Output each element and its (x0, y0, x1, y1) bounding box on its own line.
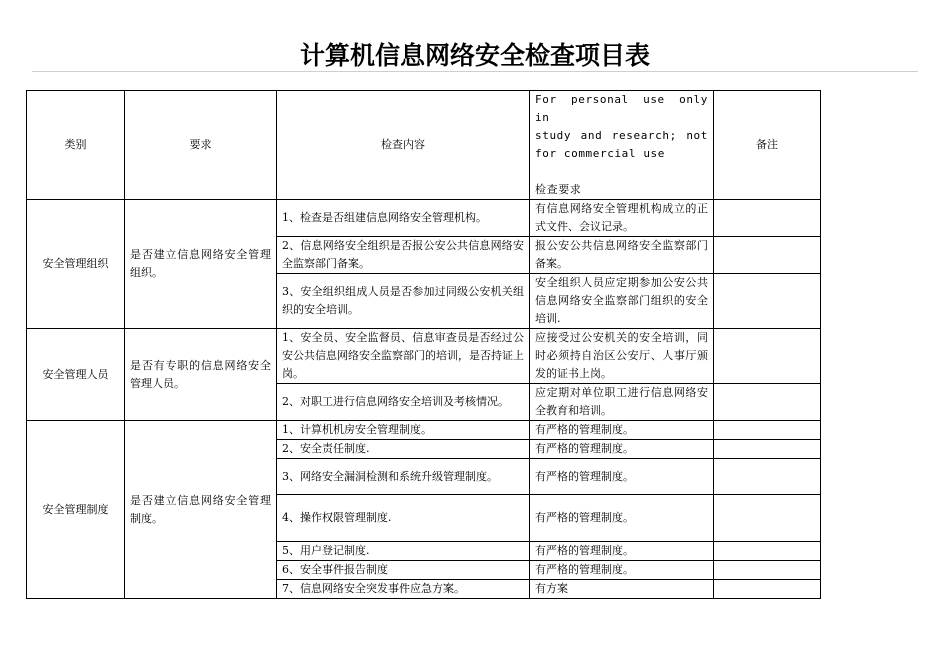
table-row (27, 200, 821, 237)
category-cell: 安全管理制度 (27, 421, 125, 599)
title-divider (32, 71, 918, 72)
category-cell: 安全管理人员 (27, 329, 125, 421)
check-cell: 安全组织人员应定期参加公安公共信息网络安全监察部门组织的安全培训. (530, 274, 714, 329)
remark-cell (714, 542, 821, 561)
content-cell: 1、计算机机房安全管理制度。 (277, 421, 530, 440)
check-cell: 应定期对单位职工进行信息网络安全教育和培训。 (530, 384, 714, 421)
table-row (27, 421, 821, 440)
content-cell: 2、信息网络安全组织是否报公安公共信息网络安全监察部门备案。 (277, 237, 530, 274)
check-cell: 有方案 (530, 580, 714, 599)
requirement-cell: 是否建立信息网络安全管理组织。 (125, 200, 277, 329)
remark-cell (714, 421, 821, 440)
header-remarks: 备注 (714, 91, 821, 200)
header-check-label: 检查要求 (535, 183, 582, 196)
check-cell: 有严格的管理制度。 (530, 495, 714, 542)
requirement-cell: 是否建立信息网络安全管理制度。 (125, 421, 277, 599)
content-cell: 3、安全组织组成人员是否参加过同级公安机关组织的安全培训。 (277, 274, 530, 329)
header-note-line2: study and research; not (535, 129, 708, 142)
check-cell: 有严格的管理制度。 (530, 561, 714, 580)
content-cell: 4、操作权限管理制度. (277, 495, 530, 542)
header-content: 检查内容 (277, 91, 530, 200)
remark-cell (714, 440, 821, 459)
content-cell: 1、安全员、安全监督员、信息审查员是否经过公安公共信息网络安全监察部门的培训，是否持证上岗。 (277, 329, 530, 384)
content-cell: 1、检查是否组建信息网络安全管理机构。 (277, 200, 530, 237)
remark-cell (714, 200, 821, 237)
content-cell: 5、用户登记制度. (277, 542, 530, 561)
requirement-cell: 是否有专职的信息网络安全管理人员。 (125, 329, 277, 421)
content-cell: 2、安全责任制度. (277, 440, 530, 459)
remark-cell (714, 580, 821, 599)
content-cell: 2、对职工进行信息网络安全培训及考核情况。 (277, 384, 530, 421)
remark-cell (714, 495, 821, 542)
remark-cell (714, 274, 821, 329)
document-title: 计算机信息网络安全检查项目表 (299, 41, 650, 70)
check-cell: 有信息网络安全管理机构成立的正式文件、会议记录。 (530, 200, 714, 237)
header-row (27, 91, 821, 200)
header-requirement: 要求 (125, 91, 277, 200)
remark-cell (714, 459, 821, 495)
content-cell: 6、安全事件报告制度 (277, 561, 530, 580)
remark-cell (714, 384, 821, 421)
remark-cell (714, 237, 821, 274)
check-cell: 有严格的管理制度。 (530, 440, 714, 459)
check-cell: 有严格的管理制度。 (530, 542, 714, 561)
check-cell: 应接受过公安机关的安全培训，同时必须持自治区公安厅、人事厅颁发的证书上岗。 (530, 329, 714, 384)
check-cell: 有严格的管理制度。 (530, 421, 714, 440)
check-cell: 有严格的管理制度。 (530, 459, 714, 495)
table-row (27, 329, 821, 384)
category-cell: 安全管理组织 (27, 200, 125, 329)
header-note-line3: for commercial use (535, 147, 666, 160)
header-check-requirement (530, 91, 714, 200)
remark-cell (714, 561, 821, 580)
content-cell: 7、信息网络安全突发事件应急方案。 (277, 580, 530, 599)
header-note-line1: For personal use only in (535, 93, 708, 124)
inspection-table (26, 90, 821, 599)
remark-cell (714, 329, 821, 384)
header-category: 类别 (27, 91, 125, 200)
check-cell: 报公安公共信息网络安全监察部门备案。 (530, 237, 714, 274)
content-cell: 3、网络安全漏洞检测和系统升级管理制度。 (277, 459, 530, 495)
